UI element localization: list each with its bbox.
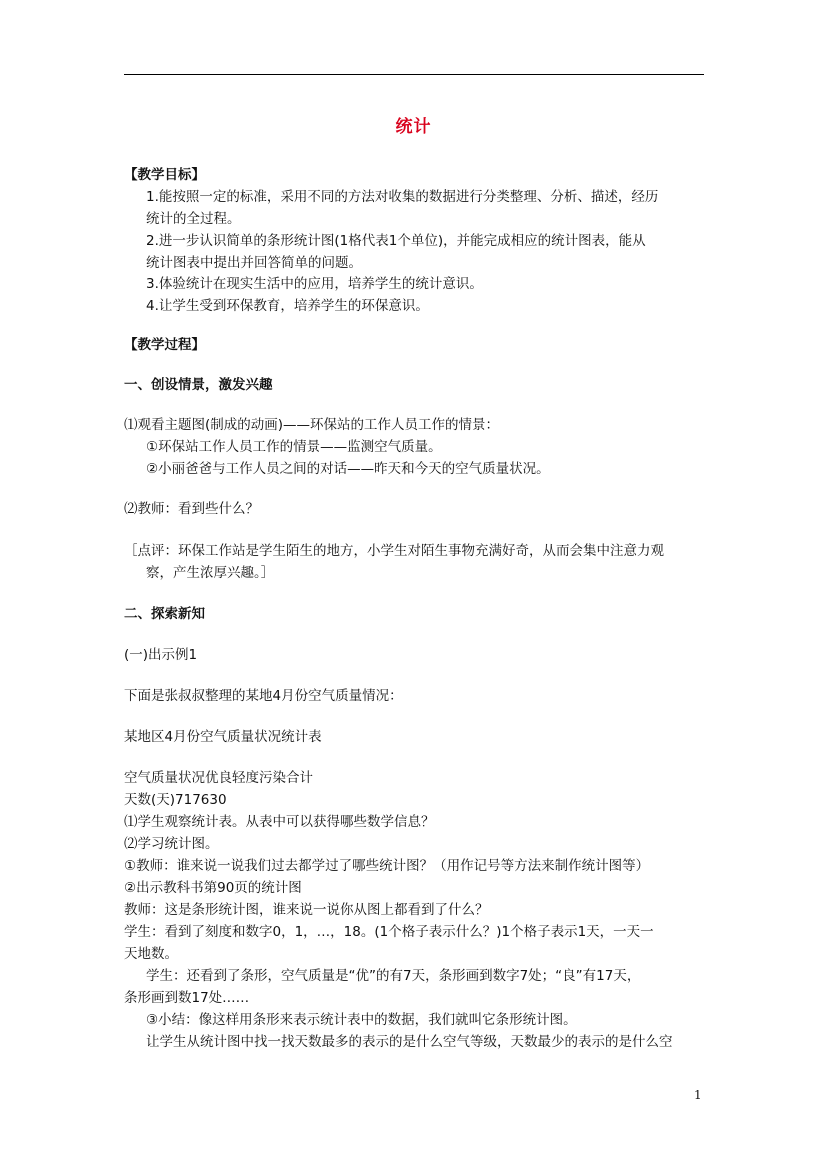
header-rule [124, 74, 704, 75]
body-text-line: 教师：这是条形统计图，谁来说一说你从图上都看到了什么？ [124, 902, 489, 918]
body-text-line: (一)出示例1 [124, 647, 198, 663]
body-text-line: ②出示教科书第90页的统计图 [124, 880, 302, 896]
body-text-line: ⑴学生观察统计表。从表中可以获得哪些数学信息？ [124, 814, 435, 830]
body-text-line: 统计的全过程。 [146, 211, 241, 227]
body-text-line: ①教师：谁来说一说我们过去都学过了哪些统计图？（用作记号等方法来制作统计图等） [124, 858, 650, 874]
body-text-line: 4.让学生受到环保教育，培养学生的环保意识。 [146, 298, 429, 314]
body-text-line: 天地数。 [124, 946, 178, 962]
section-heading: 【教学过程】 [124, 337, 205, 353]
body-text-line: ③小结：像这样用条形来表示统计表中的数据，我们就叫它条形统计图。 [146, 1012, 577, 1028]
body-text-line: 1.能按照一定的标准，采用不同的方法对收集的数据进行分类整理、分析、描述，经历 [146, 189, 659, 205]
page-number: 1 [694, 1088, 702, 1102]
body-text-line: 让学生从统计图中找一找天数最多的表示的是什么空气等级，天数最少的表示的是什么空 [146, 1034, 673, 1050]
body-text-line: ⑵学习统计图。 [124, 836, 219, 852]
body-text-line: ［点评：环保工作站是学生陌生的地方，小学生对陌生事物充满好奇，从而会集中注意力观 [124, 543, 664, 559]
section-heading: 【教学目标】 [124, 167, 205, 183]
body-text-line: 3.体验统计在现实生活中的应用，培养学生的统计意识。 [146, 276, 483, 292]
body-text-line: 天数(天)717630 [124, 792, 227, 808]
body-text-line: 学生：还看到了条形，空气质量是“优”的有7天，条形画到数字7处；“良”有17天， [146, 968, 641, 984]
body-text-line: ①环保站工作人员工作的情景——监测空气质量。 [146, 439, 442, 455]
body-text-line: 2.进一步认识简单的条形统计图(1格代表1个单位)，并能完成相应的统计图表，能从 [146, 233, 646, 249]
document-title: 统计 [395, 117, 432, 137]
body-text-line: 条形画到数17处…… [124, 990, 250, 1006]
body-text-line: 空气质量状况优良轻度污染合计 [124, 770, 313, 786]
body-text-line: 察，产生浓厚兴趣。］ [146, 565, 275, 581]
body-text-line: 统计图表中提出并回答简单的问题。 [146, 255, 362, 271]
section-heading: 二、探索新知 [124, 606, 205, 622]
body-text-line: 某地区4月份空气质量状况统计表 [124, 729, 322, 745]
body-text-line: ⑵教师：看到些什么？ [124, 501, 259, 517]
section-heading: 一、创设情景，激发兴趣 [124, 377, 273, 393]
body-text-line: 下面是张叔叔整理的某地4月份空气质量情况： [124, 688, 403, 704]
body-text-line: 学生：看到了刻度和数字0，1，…，18。(1个格子表示什么？)1个格子表示1天，一天一 [124, 924, 654, 940]
body-text-line: ⑴观看主题图(制成的动画)——环保站的工作人员工作的情景： [124, 417, 500, 433]
body-text-line: ②小丽爸爸与工作人员之间的对话——昨天和今天的空气质量状况。 [146, 461, 550, 477]
